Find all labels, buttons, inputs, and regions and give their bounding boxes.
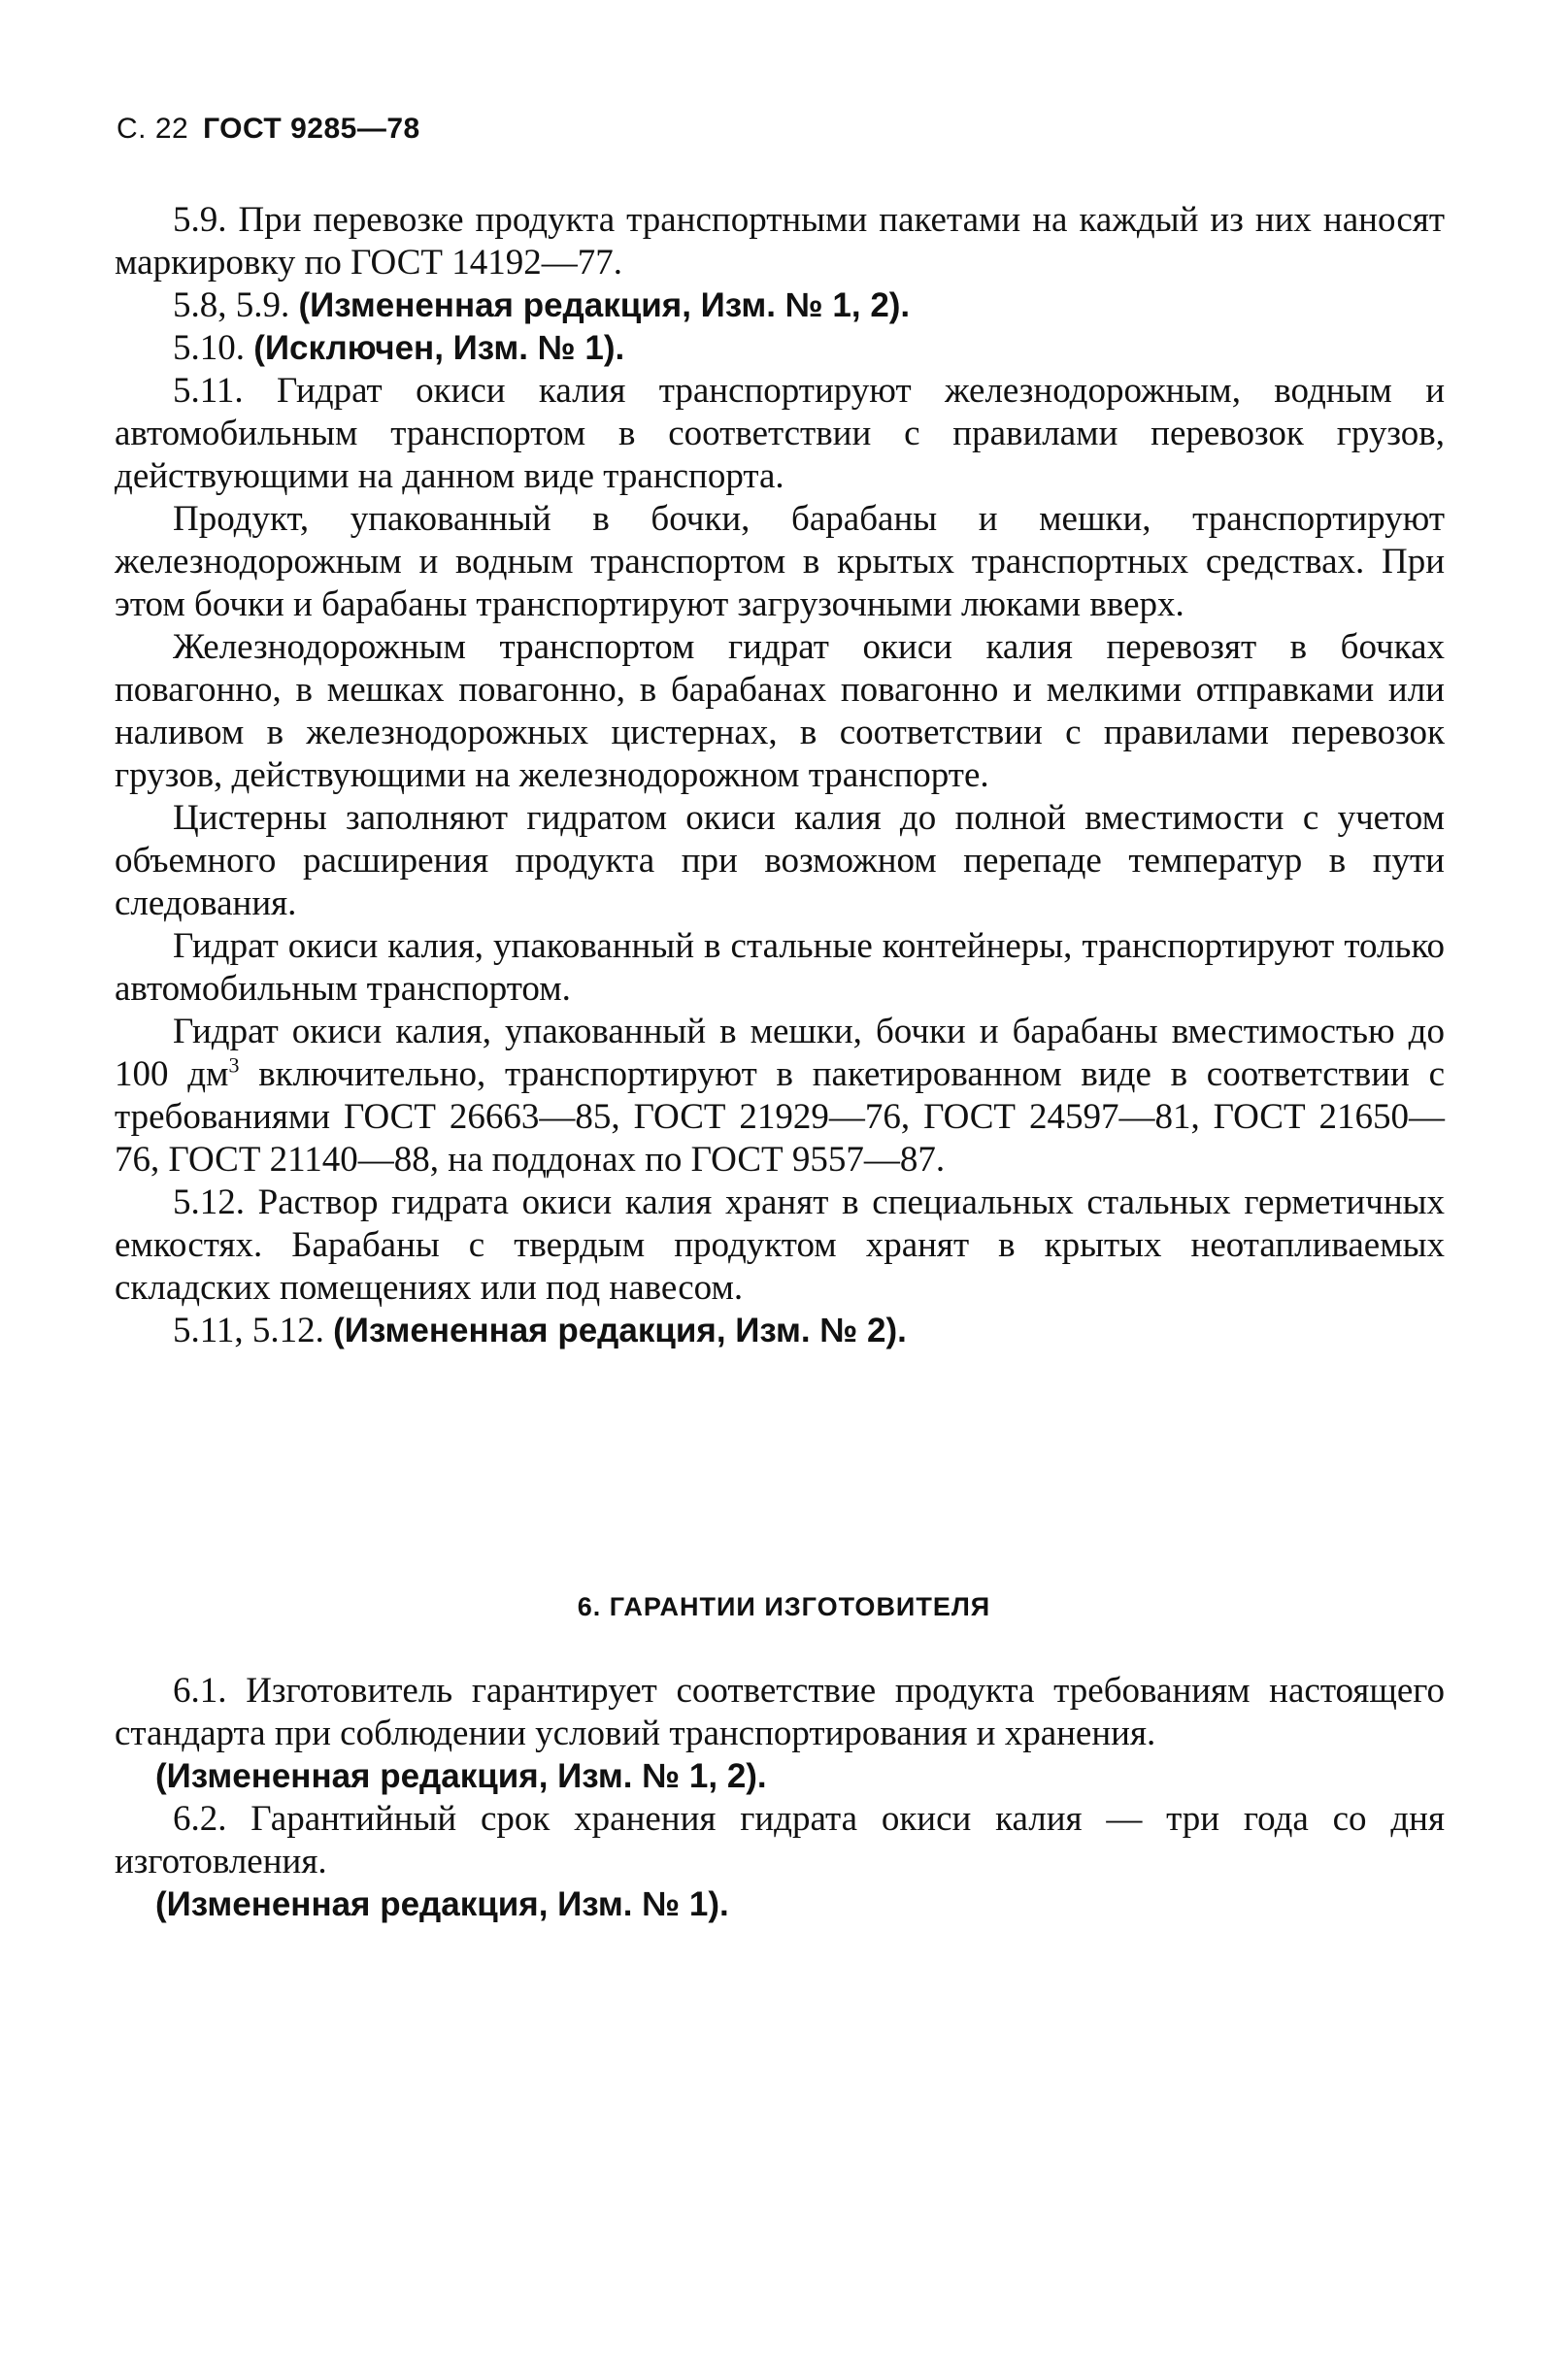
section-6-title: 6. ГАРАНТИИ ИЗГОТОВИТЕЛЯ bbox=[577, 1592, 991, 1621]
ref-number: 5.10. bbox=[173, 328, 245, 368]
paragraph-6-2-ref bbox=[115, 1883, 1445, 1926]
paragraph-5-12: 5.12. Раствор гидрата окиси калия хранят в специальных стальных герметичных емкостях. Барабаны с твердым продуктом хранят в крытых неотапливаемых складских помещениях или под навесом. bbox=[115, 1182, 1445, 1308]
paragraph-packed: Продукт, упакованный в бочки, барабаны и мешки, транспортируют железнодорожным и водным транспортом в крытых транспортных средствах. При этом бочки и барабаны транспортируют загрузочными люками вверх. bbox=[115, 499, 1445, 624]
excluded-note: (Исключен, Изм. № 1). bbox=[253, 329, 625, 367]
paragraph-6-2: 6.2. Гарантийный срок хранения гидрата окиси калия — три года со дня изготовления. bbox=[115, 1799, 1445, 1881]
paragraph-5-10 bbox=[115, 327, 1445, 370]
amendment-note: (Измененная редакция, Изм. № 1, 2). bbox=[155, 1757, 767, 1795]
page-label: С. 22 bbox=[117, 113, 189, 145]
paragraph-5-9: 5.9. При перевозке продукта транспортными пакетами на каждый из них наносят маркировку по ГОСТ 14192—77. bbox=[115, 200, 1445, 283]
paragraph-6-1: 6.1. Изготовитель гарантирует соответствие продукта требованиям настоящего стандарта при соблюдении условий транспортирования и хранения. bbox=[115, 1671, 1445, 1753]
ref-number: 5.8, 5.9. bbox=[173, 285, 290, 325]
superscript-3: 3 bbox=[228, 1052, 240, 1078]
paragraph-6-1-ref bbox=[115, 1755, 1445, 1798]
amendment-note: (Измененная редакция, Изм. № 1, 2). bbox=[298, 286, 911, 324]
bags-text-2: включительно, транспортируют в пакетированном виде в соответствии с требованиями ГОСТ 26663—85, ГОСТ 21929—76, ГОСТ 24597—81, ГОСТ 21650—76, ГОСТ 21140—88, на поддонах по ГОСТ 9557—87. bbox=[115, 1054, 1445, 1180]
paragraph-steel: Гидрат окиси калия, упакованный в стальные контейнеры, транспортируют только автомобильным транспортом. bbox=[115, 926, 1445, 1009]
paragraph-bags bbox=[115, 1011, 1445, 1182]
gost-number: ГОСТ 9285—78 bbox=[203, 113, 420, 145]
section-5-text bbox=[115, 199, 1445, 1352]
paragraph-5-11: 5.11. Гидрат окиси калия транспортируют железнодорожным, водным и автомобильным транспортом в соответствии с правилами перевозок грузов, действующими на данном виде транспорта. bbox=[115, 371, 1445, 496]
ref-number: 5.11, 5.12. bbox=[173, 1311, 324, 1350]
amendment-note: (Измененная редакция, Изм. № 1). bbox=[155, 1885, 729, 1923]
bags-text-1: Гидрат окиси калия, упакованный в мешки, бочки и барабаны вместимостью до 100 дм bbox=[115, 1012, 1445, 1094]
section-6-text bbox=[115, 1670, 1445, 1926]
paragraph-5-11-ref bbox=[115, 1310, 1445, 1352]
paragraph-5-8-ref bbox=[115, 284, 1445, 327]
page-header bbox=[117, 113, 420, 146]
amendment-note: (Измененная редакция, Изм. № 2). bbox=[333, 1312, 907, 1349]
paragraph-tanks: Цистерны заполняют гидратом окиси калия до полной вместимости с учетом объемного расширения продукта при возможном перепаде температур в пути следования. bbox=[115, 798, 1445, 923]
paragraph-rail: Железнодорожным транспортом гидрат окиси калия перевозят в бочках повагонно, в мешках повагонно, в барабанах повагонно и мелкими отправками или наливом в железнодорожных цистернах, в соответствии с правилами перевозок грузов, действующими на железнодорожном транспорте. bbox=[115, 627, 1445, 795]
